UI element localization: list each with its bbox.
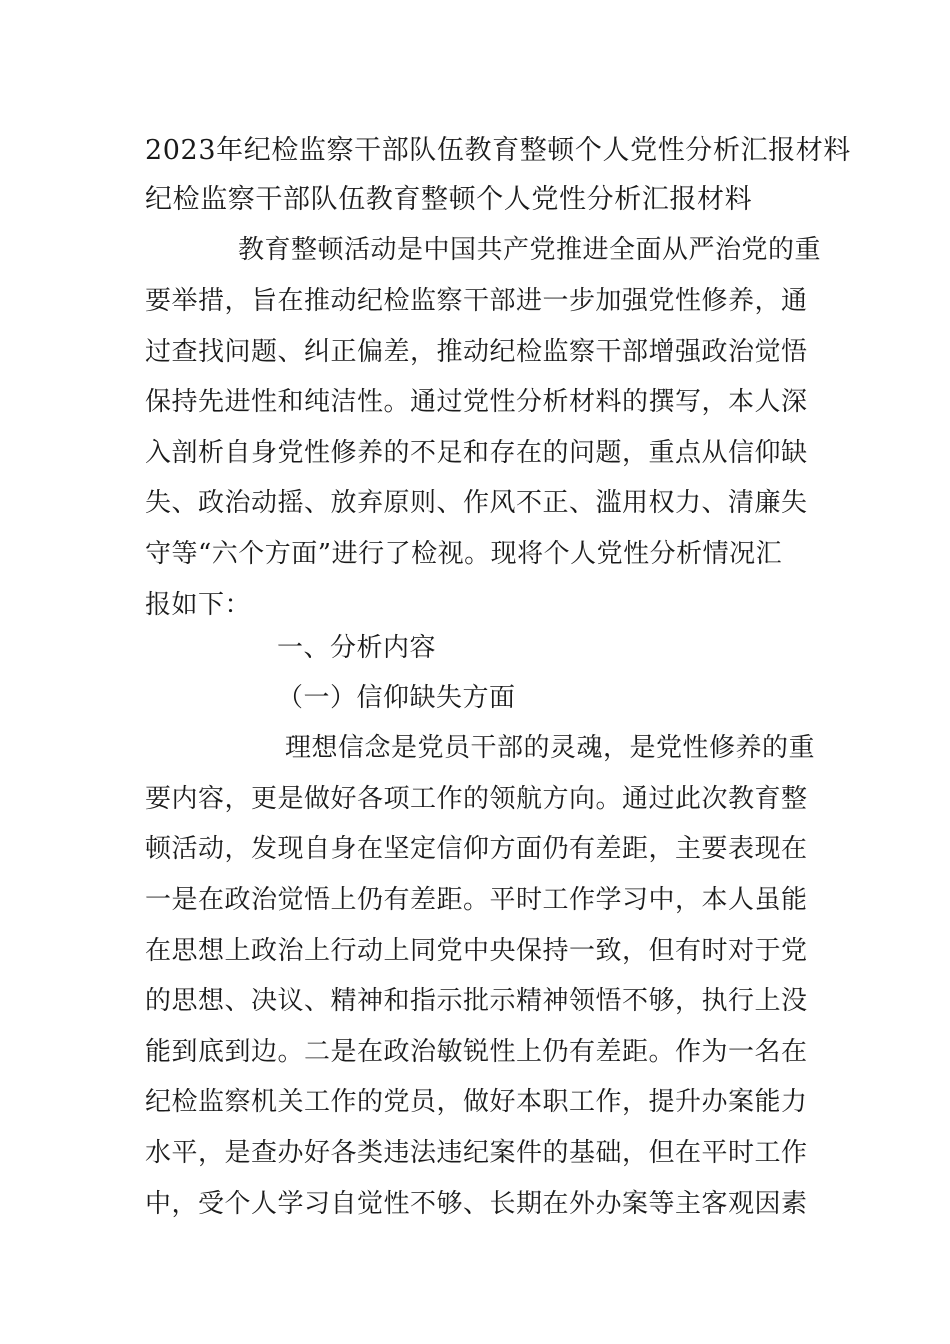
intro-line-7: 守等“六个方面”进行了检视。现将个人党性分析情况汇 [145,539,783,569]
document-title: 2023年纪检监察干部队伍教育整顿个人党性分析汇报材料 [145,135,851,166]
intro-line-8: 报如下： [145,590,252,620]
body-line-5: 在思想上政治上行动上同党中央保持一致，但有时对于党 [145,936,808,966]
intro-line-3: 过查找问题、纠正偏差，推动纪检监察干部增强政治觉悟 [145,337,808,367]
subsection-heading: （一）信仰缺失方面 [277,683,516,713]
body-line-2: 要内容，更是做好各项工作的领航方向。通过此次教育整 [145,784,808,814]
document-subtitle: 纪检监察干部队伍教育整顿个人党性分析汇报材料 [145,184,753,215]
section-heading: 一、分析内容 [277,633,437,663]
intro-line-6: 失、政治动摇、放弃原则、作风不正、滥用权力、清廉失 [145,488,808,518]
intro-line-4: 保持先进性和纯洁性。通过党性分析材料的撰写，本人深 [145,387,808,417]
body-line-8: 纪检监察机关工作的党员，做好本职工作，提升办案能力 [145,1087,808,1117]
body-line-10: 中，受个人学习自觉性不够、长期在外办案等主客观因素 [145,1189,808,1219]
body-line-7: 能到底到边。二是在政治敏锐性上仍有差距。作为一名在 [145,1037,808,1067]
body-line-3: 顿活动，发现自身在坚定信仰方面仍有差距，主要表现在 [145,834,808,864]
intro-line-2: 要举措，旨在推动纪检监察干部进一步加强党性修养，通 [145,286,808,316]
body-line-4: 一是在政治觉悟上仍有差距。平时工作学习中，本人虽能 [145,885,808,915]
body-line-9: 水平，是查办好各类违法违纪案件的基础，但在平时工作 [145,1138,808,1168]
intro-line-5: 入剖析自身党性修养的不足和存在的问题，重点从信仰缺 [145,438,808,468]
body-line-6: 的思想、决议、精神和指示批示精神领悟不够，执行上没 [145,986,808,1016]
body-line-1: 理想信念是党员干部的灵魂，是党性修养的重 [285,733,816,763]
intro-line-1: 教育整顿活动是中国共产党推进全面从严治党的重 [238,235,822,265]
